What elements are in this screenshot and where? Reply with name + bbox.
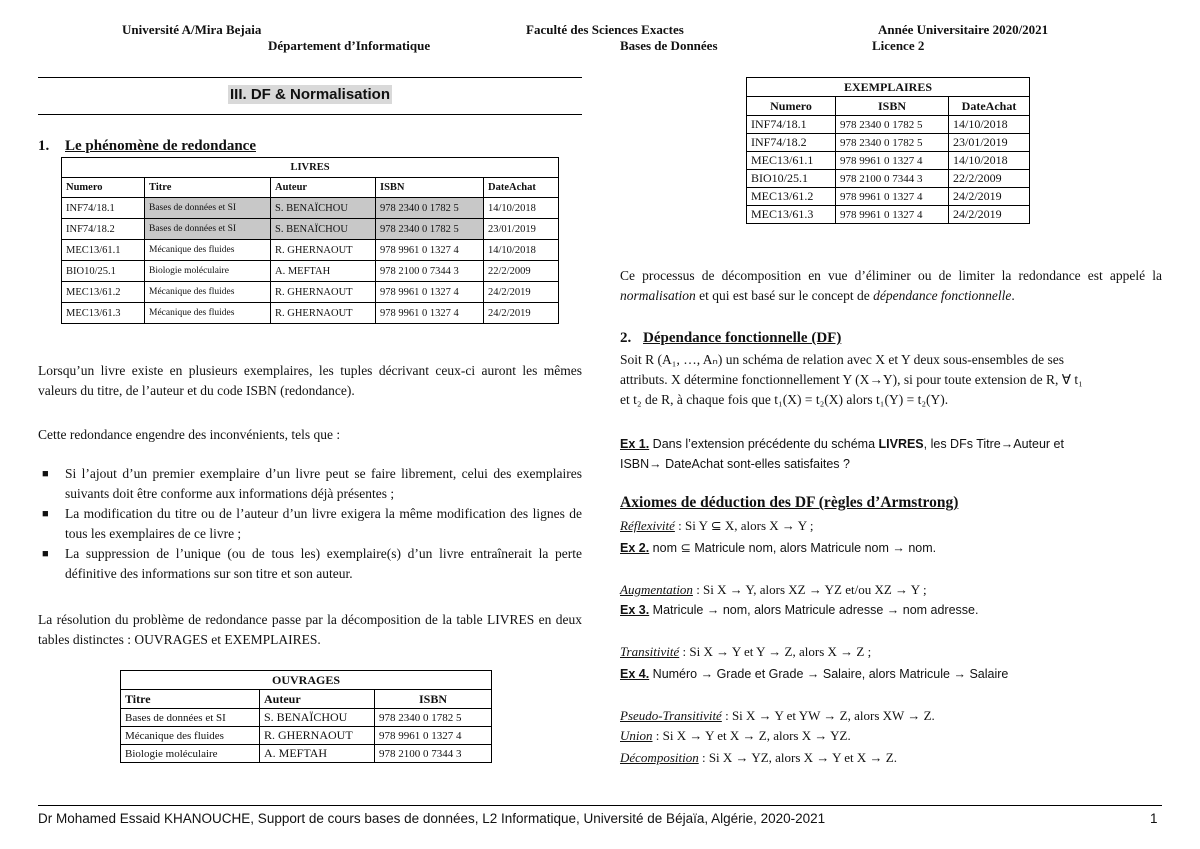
list-item	[38, 464, 582, 504]
normalisation-term: normalisation	[620, 288, 696, 303]
header-university: Université A/Mira Bejaia	[122, 22, 262, 37]
rule-text: : Si Y ⊆ X, alors X → Y ;	[674, 518, 814, 533]
rule-text: : Si X → YZ, alors X → Y et X → Z.	[698, 750, 897, 765]
table-cell: INF74/18.2	[62, 219, 145, 240]
table-cell: Bases de données et SI	[121, 709, 260, 727]
normalisation-text-pre: Ce processus de décomposition en vue d’éliminer ou de limiter la redondance est appelé la	[620, 268, 1162, 283]
table-cell: 14/10/2018	[484, 198, 559, 219]
table-cell: Biologie moléculaire	[145, 261, 271, 282]
table-row	[62, 261, 559, 282]
ouvrages-table	[120, 670, 492, 763]
table-cell: MEC13/61.1	[62, 240, 145, 261]
df-definition-line: et t₂ de R, à chaque fois que t₁(X) = t₂(X) alors t₁(Y) = t₂(Y).	[620, 392, 949, 407]
table-cell: MEC13/61.2	[62, 282, 145, 303]
table-row	[747, 206, 1030, 224]
rule-augmentation	[620, 580, 927, 600]
section1-heading	[38, 138, 256, 155]
table-cell: MEC13/61.1	[747, 152, 836, 170]
rule-name: Transitivité	[620, 644, 680, 659]
table-row	[121, 745, 492, 763]
axioms-title: Axiomes de déduction des DF (règles d’Armstrong)	[620, 494, 959, 511]
table-cell: 22/2/2009	[949, 170, 1030, 188]
list-item-text: La suppression de l’unique (ou de tous les) exemplaire(s) d’un livre entraînerait la perte définitive des informations sur son titre et son auteur.	[65, 546, 582, 581]
rule-name: Union	[620, 728, 653, 743]
rule-pseudo-transitivity	[620, 706, 935, 726]
table-cell: 14/10/2018	[949, 152, 1030, 170]
header-level: Licence 2	[872, 38, 925, 53]
section1-title: Le phénomène de redondance	[65, 138, 256, 154]
table-cell: R. GHERNAOUT	[271, 240, 376, 261]
header-year: Année Universitaire 2020/2021	[878, 22, 1049, 37]
section2-title: Dépendance fonctionnelle (DF)	[643, 330, 842, 346]
title-rule-bottom	[38, 114, 582, 115]
example-text: ISBN→ DateAchat sont-elles satisfaites ?	[620, 457, 850, 471]
table-cell: R. GHERNAOUT	[271, 282, 376, 303]
livres-caption: LIVRES	[62, 158, 559, 178]
table-cell: Mécanique des fluides	[145, 282, 271, 303]
table-cell: 978 9961 0 1327 4	[376, 303, 484, 324]
axioms-heading	[620, 494, 958, 512]
rule-transitivity	[620, 642, 871, 662]
table-cell: A. MEFTAH	[271, 261, 376, 282]
table-cell: BIO10/25.1	[747, 170, 836, 188]
bullet-icon: ■	[42, 468, 49, 480]
normalisation-text-mid: et qui est basé sur le concept de	[695, 288, 874, 303]
rule-reflexivity	[620, 516, 813, 536]
table-cell: 978 9961 0 1327 4	[376, 282, 484, 303]
table-row	[121, 709, 492, 727]
normalisation-text-post: .	[1011, 288, 1015, 303]
table-cell: 14/10/2018	[949, 116, 1030, 134]
page-number: 1	[1150, 811, 1158, 826]
df-definition-line: Soit R (A₁, …, Aₙ) un schéma de relation avec X et Y deux sous-ensembles de ses	[620, 352, 1064, 367]
rule-text: : Si X → Y et Y → Z, alors X → Z ;	[679, 644, 872, 659]
section2-number: 2.	[620, 330, 632, 346]
table-row	[747, 188, 1030, 206]
list-item-text: La modification du titre ou de l’auteur d’un livre exigera la même modification des lignes de tous les exemplaires de ce livre ;	[65, 506, 582, 541]
table-cell: INF74/18.2	[747, 134, 836, 152]
rule-name: Décomposition	[620, 750, 699, 765]
table-cell: 24/2/2019	[949, 206, 1030, 224]
header-department: Département d’Informatique	[268, 38, 431, 53]
example-text: , les DFs Titre→Auteur et	[923, 437, 1064, 451]
table-cell: 978 2340 0 1782 5	[836, 116, 949, 134]
example-text: Matricule → nom, alors Matricule adresse → nom adresse.	[649, 603, 979, 617]
rule-text: : Si X → Y, alors XZ → YZ et/ou XZ → Y ;	[692, 582, 927, 597]
table-cell: 978 2100 0 7344 3	[376, 261, 484, 282]
schema-name: LIVRES	[878, 437, 924, 451]
table-cell: INF74/18.1	[747, 116, 836, 134]
table-cell: S. BENAÏCHOU	[260, 709, 375, 727]
table-row	[62, 219, 559, 240]
table-cell: 978 2340 0 1782 5	[375, 709, 492, 727]
example-label: Ex 2.	[620, 541, 650, 555]
livres-col-header: Titre	[145, 178, 271, 198]
table-cell: S. BENAÏCHOU	[271, 219, 376, 240]
table-cell: 978 9961 0 1327 4	[836, 188, 949, 206]
example-2	[620, 538, 936, 558]
table-cell: 978 9961 0 1327 4	[375, 727, 492, 745]
footer-rule	[38, 805, 1162, 806]
table-cell: 978 2340 0 1782 5	[376, 219, 484, 240]
redundance-paragraph: Lorsqu’un livre existe en plusieurs exemplaires, les tuples décrivant ceux-ci auront les mêmes valeurs du titre, de l’auteur et du code ISBN (redondance).	[38, 363, 582, 398]
exemplaires-caption: EXEMPLAIRES	[747, 78, 1030, 97]
table-cell: Mécanique des fluides	[121, 727, 260, 745]
table-cell: 978 2100 0 7344 3	[375, 745, 492, 763]
exemplaires-col-header: Numero	[747, 97, 836, 116]
df-definition-line: attributs. X détermine fonctionnellement Y (X→Y), si pour toute extension de R, ∀ t₁	[620, 372, 1083, 387]
table-cell: Bases de données et SI	[145, 198, 271, 219]
table-cell: 978 9961 0 1327 4	[836, 152, 949, 170]
example-label: Ex 3.	[620, 603, 650, 617]
title-rule-top	[38, 77, 582, 78]
livres-header-row	[62, 178, 559, 198]
table-cell: MEC13/61.3	[747, 206, 836, 224]
table-row	[62, 282, 559, 303]
table-cell: 24/2/2019	[484, 303, 559, 324]
table-cell: 978 9961 0 1327 4	[836, 206, 949, 224]
table-cell: R. GHERNAOUT	[271, 303, 376, 324]
rule-union	[620, 726, 851, 746]
table-cell: 978 9961 0 1327 4	[376, 240, 484, 261]
footer-text: Dr Mohamed Essaid KHANOUCHE, Support de cours bases de données, L2 Informatique, Université de Béjaïa, Algérie, 2020-2021	[38, 811, 826, 826]
table-row	[747, 152, 1030, 170]
rule-text: : Si X → Y et X → Z, alors X → YZ.	[652, 728, 851, 743]
table-cell: A. MEFTAH	[260, 745, 375, 763]
table-cell: Bases de données et SI	[145, 219, 271, 240]
table-cell: Biologie moléculaire	[121, 745, 260, 763]
table-cell: INF74/18.1	[62, 198, 145, 219]
table-cell: R. GHERNAOUT	[260, 727, 375, 745]
example-text: Dans l’extension précédente du schéma	[649, 437, 879, 451]
table-cell: 24/2/2019	[484, 282, 559, 303]
ouvrages-caption: OUVRAGES	[121, 671, 492, 690]
inconvenients-list	[38, 464, 582, 584]
list-item	[38, 504, 582, 544]
exemplaires-col-header: ISBN	[836, 97, 949, 116]
table-row	[121, 727, 492, 745]
livres-table	[61, 157, 559, 324]
table-cell: 23/01/2019	[484, 219, 559, 240]
table-cell: 22/2/2009	[484, 261, 559, 282]
example-text: Numéro → Grade et Grade → Salaire, alors Matricule → Salaire	[649, 667, 1009, 681]
table-row	[747, 170, 1030, 188]
chapter-title-wrap	[38, 86, 582, 104]
normalisation-paragraph	[620, 266, 1162, 306]
example-label: Ex 4.	[620, 667, 650, 681]
list-item-text: Si l’ajout d’un premier exemplaire d’un livre peut se faire librement, celui des exemplaires suivants doit être conforme aux informations déjà présentes ;	[65, 466, 582, 501]
table-row	[747, 134, 1030, 152]
ouvrages-header-row	[121, 690, 492, 709]
inconvenients-intro: Cette redondance engendre des inconvénients, tels que :	[38, 427, 341, 442]
table-cell: 24/2/2019	[949, 188, 1030, 206]
rule-decomposition	[620, 748, 897, 768]
exemplaires-table	[746, 77, 1030, 224]
rule-text: : Si X → Y et YW → Z, alors XW → Z.	[721, 708, 935, 723]
livres-col-header: ISBN	[376, 178, 484, 198]
chapter-title: III. DF & Normalisation	[229, 86, 391, 103]
rule-name: Pseudo-Transitivité	[620, 708, 722, 723]
example-4	[620, 664, 1008, 684]
table-cell: Mécanique des fluides	[145, 240, 271, 261]
livres-col-header: Auteur	[271, 178, 376, 198]
table-cell: 978 2340 0 1782 5	[836, 134, 949, 152]
table-row	[62, 240, 559, 261]
example-3	[620, 600, 978, 620]
bullet-icon: ■	[42, 548, 49, 560]
exemplaires-col-header: DateAchat	[949, 97, 1030, 116]
example-label: Ex 1.	[620, 437, 650, 451]
ouvrages-col-header: Auteur	[260, 690, 375, 709]
table-cell: S. BENAÏCHOU	[271, 198, 376, 219]
table-cell: MEC13/61.3	[62, 303, 145, 324]
ouvrages-col-header: Titre	[121, 690, 260, 709]
example-text: nom ⊆ Matricule nom, alors Matricule nom → nom.	[649, 541, 937, 555]
rule-name: Augmentation	[620, 582, 693, 597]
header-course: Bases de Données	[620, 38, 718, 53]
df-term: dépendance fonctionnelle	[873, 288, 1012, 303]
table-row	[62, 198, 559, 219]
table-cell: BIO10/25.1	[62, 261, 145, 282]
example-1	[620, 434, 1162, 474]
table-cell: Mécanique des fluides	[145, 303, 271, 324]
list-item	[38, 544, 582, 584]
table-row	[747, 116, 1030, 134]
table-cell: 978 2100 0 7344 3	[836, 170, 949, 188]
table-row	[62, 303, 559, 324]
table-cell: MEC13/61.2	[747, 188, 836, 206]
exemplaires-header-row	[747, 97, 1030, 116]
table-cell: 978 2340 0 1782 5	[376, 198, 484, 219]
bullet-icon: ■	[42, 508, 49, 520]
table-cell: 14/10/2018	[484, 240, 559, 261]
section1-number: 1.	[38, 138, 50, 154]
df-definition	[620, 350, 1162, 410]
resolution-paragraph: La résolution du problème de redondance passe par la décomposition de la table LIVRES en deux tables distinctes : OUVRAGES et EXEMPLAIRES.	[38, 612, 582, 647]
rule-name: Réflexivité	[620, 518, 675, 533]
table-cell: 23/01/2019	[949, 134, 1030, 152]
header-faculty: Faculté des Sciences Exactes	[526, 22, 684, 37]
section2-heading	[620, 330, 841, 347]
livres-col-header: DateAchat	[484, 178, 559, 198]
ouvrages-col-header: ISBN	[375, 690, 492, 709]
livres-col-header: Numero	[62, 178, 145, 198]
